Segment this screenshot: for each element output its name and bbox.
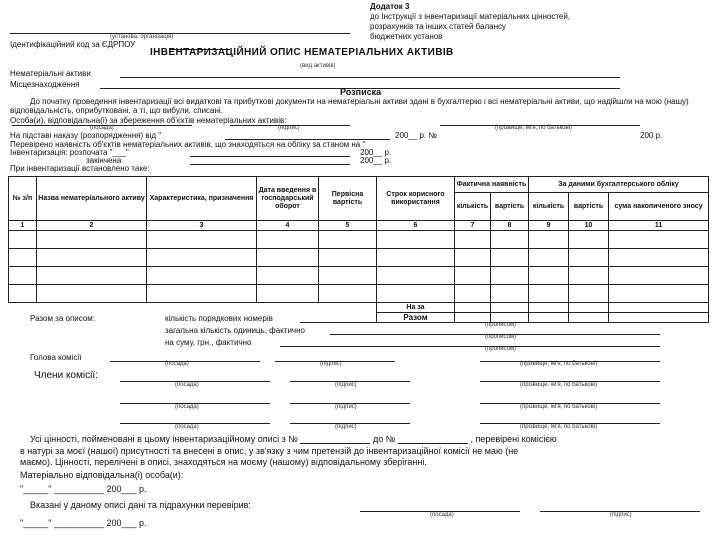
th-num: № з/п <box>9 177 37 221</box>
statement-line-1 <box>30 434 557 444</box>
check-year: 200 р. <box>640 131 663 140</box>
statement-line-3: маємо). Цінності, перелічені в описі, знаходяться на моєму (нашому) відповідальному зберіганні. <box>20 457 427 467</box>
col-num: 1 <box>9 221 37 231</box>
responsible-persons-label: Матеріально відповідальна(і) особа(и): <box>20 470 184 480</box>
th-date: Дата введення в господарський оборот <box>257 177 319 221</box>
statement-line-2: в натурі за моєї (нашої) присутності та внесені в опис, у зв'язку з чим претензій до інвентаризаційної комісії не маю (не <box>20 446 519 456</box>
member2-name-caption: (прізвище, ім'я, по батькові) <box>520 404 598 410</box>
receipt-text: До початку проведення інвентаризації всі видаткові та прибуткові документи на нематеріальні активи здані в бухгалтерію і всі нематеріальні активи, що надійшли на мою (нашу) відповідальність, оприбутковані, а ті, що вибули, списані. <box>10 97 689 115</box>
appendix-line-1: до Інструкції з інвентаризації матеріальних цінностей, <box>370 12 571 21</box>
location-label: Місцезнаходження <box>10 80 80 89</box>
date-line-2: "_____" __________ 200___ р. <box>20 518 147 528</box>
statement-text-1c: , перевірені комісією <box>470 434 557 444</box>
assets-label: Нематеріальні активи <box>10 69 91 78</box>
th-accounting: За даними бухгалтерського обліку <box>529 177 709 193</box>
end-month-line <box>190 164 350 165</box>
table-row <box>9 249 709 267</box>
th-qty2: кількість <box>529 193 569 221</box>
members-label: Члени комісії: <box>34 370 98 381</box>
totals-line-1-label: кількість порядкових номерів <box>165 314 273 323</box>
check-text: Перевірено наявність об'єктів нематеріальних активів, що знаходяться на обліку за станом на " <box>10 140 366 149</box>
table-row-to-be <box>9 303 709 313</box>
start-year: 200__ р. <box>360 148 392 157</box>
totals-line-3 <box>280 346 660 347</box>
th-amort: сума накопиченого зносу <box>609 193 709 221</box>
col-num: 7 <box>455 221 491 231</box>
receipt-title: Розписка <box>340 87 382 97</box>
th-term: Строк корисного використання <box>377 177 455 221</box>
totals-cap-3: (прописом) <box>485 346 517 352</box>
to-be-cell: На за <box>377 303 455 313</box>
start-label: Інвентаризація: розпочата "___" <box>10 148 129 157</box>
head-name-caption: (прізвище, ім'я, по батькові) <box>520 361 598 367</box>
member1-position-caption: (посада) <box>175 382 199 388</box>
col-num: 3 <box>147 221 257 231</box>
col-num: 9 <box>529 221 569 231</box>
table-total-row <box>9 313 709 323</box>
col-num: 6 <box>377 221 455 231</box>
col-num: 2 <box>37 221 147 231</box>
institution-line <box>10 33 350 34</box>
found-label: При інвентаризації встановлено таке: <box>10 164 150 173</box>
member3-position-caption: (посада) <box>175 424 199 430</box>
head-position-caption: (посада) <box>165 361 189 367</box>
table-row <box>9 267 709 285</box>
statement-to-field <box>398 443 468 444</box>
totals-cap-1: (прописом) <box>485 322 517 328</box>
resp-position-caption: (посада) <box>90 125 114 131</box>
date-line-1: "_____" __________ 200___ р. <box>20 484 147 494</box>
col-num: 8 <box>491 221 529 231</box>
member3-signature-caption: (підпис) <box>335 424 357 430</box>
th-initial: Первісна вартість <box>319 177 377 221</box>
col-num: 11 <box>609 221 709 231</box>
member2-position-caption: (посада) <box>175 404 199 410</box>
member1-signature-caption: (підпис) <box>335 382 357 388</box>
th-actual: Фактична наявність <box>455 177 529 193</box>
checker-signature-caption: (підпис) <box>610 512 632 518</box>
statement-text-1: Усі цінності, пойменовані в цьому інвентаризаційному описі з № <box>30 434 298 444</box>
head-signature-caption: (підпис) <box>320 361 342 367</box>
col-num: 10 <box>569 221 609 231</box>
member1-name-caption: (прізвище, ім'я, по батькові) <box>520 382 598 388</box>
th-cost2: вартість <box>569 193 609 221</box>
start-month-line <box>190 156 350 157</box>
totals-line-1 <box>300 322 660 323</box>
responsible-label: Особа(и), відповідальна(і) за збереження об'єктів нематеріальних активів: <box>10 116 287 125</box>
checked-label: Вказані у даному описі дані та підрахунки перевірив: <box>30 500 251 510</box>
totals-label: Разом за описом: <box>30 314 96 323</box>
th-cost: вартість <box>491 193 529 221</box>
end-label: закінчена <box>86 156 122 165</box>
totals-line-2-label: загальна кількість одиниць, фактично <box>165 326 305 335</box>
th-name: Назва нематеріального активу <box>37 177 147 221</box>
appendix-title: Додаток 3 <box>370 2 410 11</box>
th-char: Характеристика, призначення <box>147 177 257 221</box>
appendix-line-3: бюджетних установ <box>370 32 443 41</box>
th-qty: кількість <box>455 193 491 221</box>
appendix-line-2: розрахунків та інших статей балансу <box>370 22 507 31</box>
totals-line-3-label: на суму, грн., фактично <box>165 338 252 347</box>
end-year: 200__ р. <box>360 156 392 165</box>
member3-name-caption: (прізвище, ім'я, по батькові) <box>520 424 598 430</box>
statement-from-field <box>300 443 370 444</box>
institution-caption: (установа, організація) <box>110 34 174 40</box>
totals-cap-2: (прописом) <box>485 334 517 340</box>
col-num: 5 <box>319 221 377 231</box>
resp-signature-caption: (підпис) <box>278 125 300 131</box>
member2-signature-caption: (підпис) <box>335 404 357 410</box>
checker-position-caption: (посада) <box>430 512 454 518</box>
doc-title: ІНВЕНТАРИЗАЦІЙНИЙ ОПИС НЕМАТЕРІАЛЬНИХ АКТИВІВ <box>150 47 454 58</box>
assets-caption: (вид активів) <box>300 63 336 69</box>
col-num: 4 <box>257 221 319 231</box>
statement-text-1b: до № <box>372 434 396 444</box>
table-row <box>9 231 709 249</box>
code-label: Ідентифікаційний код за ЄДРПОУ <box>10 40 136 49</box>
order-text: На підставі наказу (розпорядження) від " <box>10 131 162 140</box>
table-row <box>9 285 709 303</box>
order-year: 200__ р. № <box>395 131 437 140</box>
head-label: Голова комісії <box>30 353 82 362</box>
total-label: Разом <box>377 313 455 323</box>
resp-name-caption: (прізвище, ім'я, по батькові) <box>495 125 573 131</box>
inventory-table <box>8 176 709 323</box>
assets-line <box>120 77 620 78</box>
